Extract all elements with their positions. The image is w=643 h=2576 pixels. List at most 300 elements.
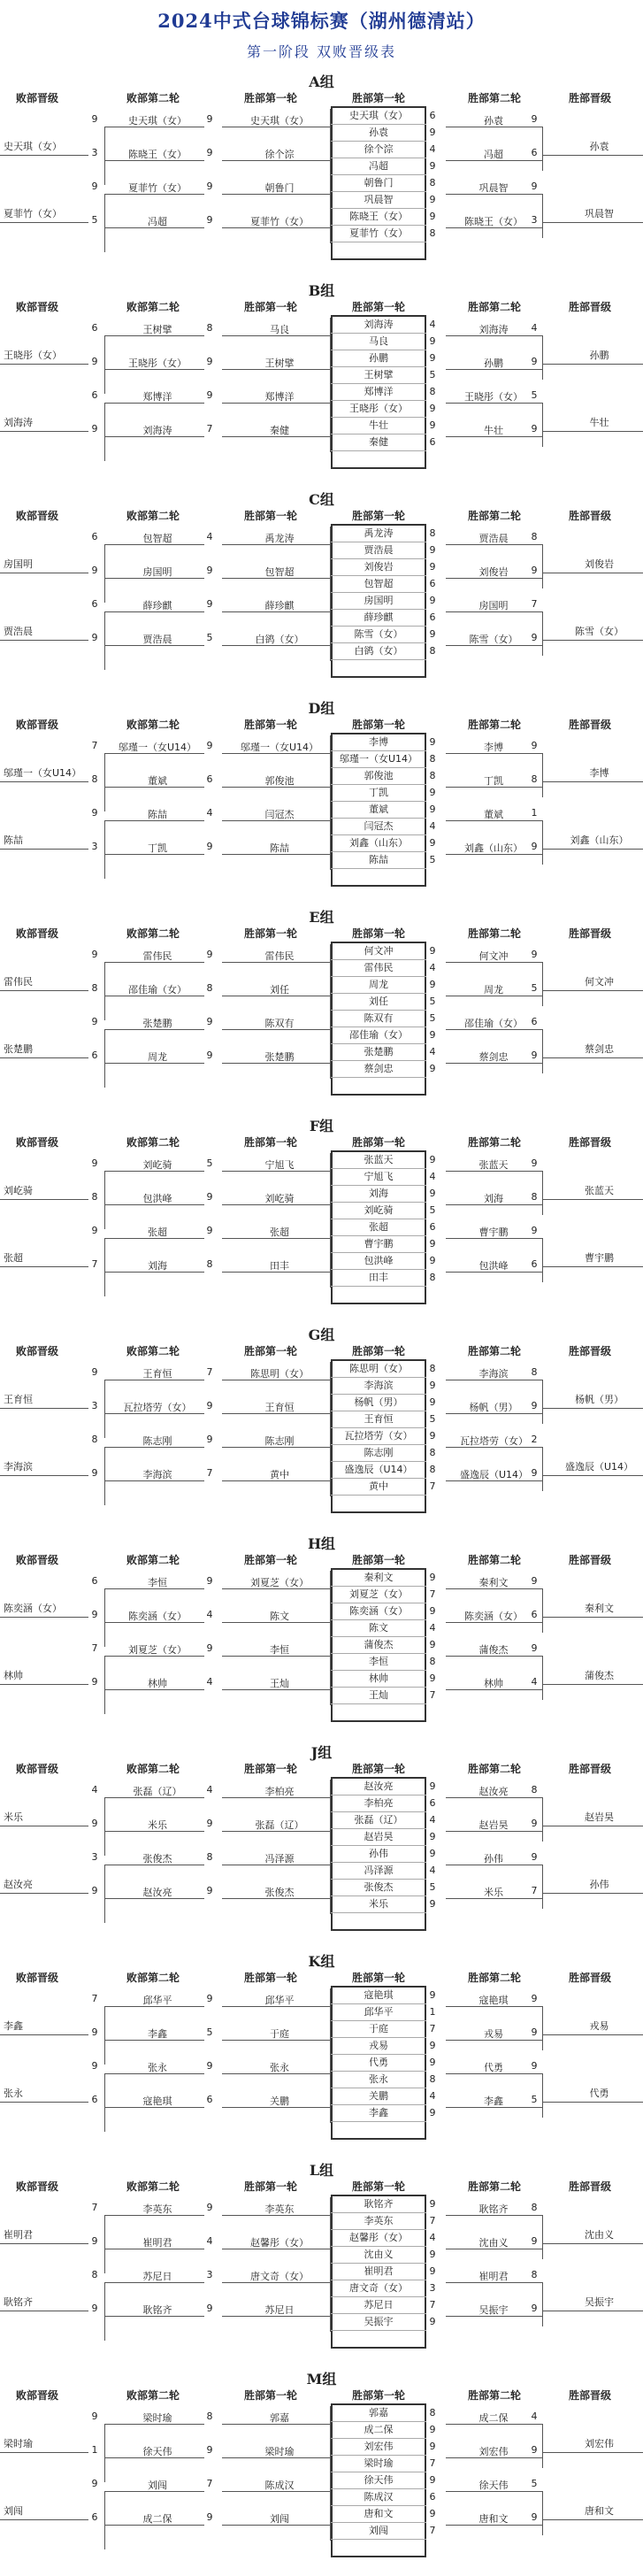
- column-header-right-r2: 胜部第二轮: [467, 1972, 521, 1984]
- loser-r1-score: 5: [206, 632, 213, 643]
- center-player: 赵岩昊: [331, 1828, 426, 1846]
- center-score: 9: [429, 1605, 436, 1617]
- bracket-line: [0, 1893, 88, 1894]
- center-score: 4: [429, 820, 436, 832]
- center-score: 9: [429, 2316, 436, 2327]
- loser-r1-score: 9: [206, 1191, 213, 1203]
- bracket-line: [330, 351, 331, 385]
- bracket-line: [330, 2507, 331, 2541]
- loser-r1-score: 9: [206, 1434, 213, 1445]
- winner-r2-score: 9: [531, 181, 538, 192]
- winner-r2-player: 贾浩晨: [478, 533, 509, 544]
- loser-r1-player: 冯泽源: [264, 1853, 295, 1865]
- winner-r2-score: 6: [531, 1016, 538, 1027]
- center-score: 9: [429, 804, 436, 815]
- column-header-left-r1: 胜部第一轮: [243, 1136, 297, 1149]
- bracket-line: [222, 2457, 330, 2458]
- loser-r1-player: 刘屹骑: [264, 1193, 295, 1204]
- group-7: [0, 1533, 643, 1741]
- center-player: 夏菲竹（女）: [331, 225, 426, 242]
- loser-r2-score: 8: [91, 2269, 98, 2280]
- loser-r2-score: 7: [91, 1258, 98, 1270]
- group-10: [0, 2159, 643, 2367]
- bracket-line: [330, 1638, 331, 1672]
- bracket-line: [542, 820, 543, 865]
- bracket-line: [542, 2006, 543, 2050]
- loser-r2-player: 包洪峰: [142, 1193, 172, 1204]
- loser-r2-player: 张超: [148, 1226, 167, 1238]
- center-score: 9: [429, 1255, 436, 1266]
- column-header-left-r2: 败部第二轮: [126, 2180, 180, 2193]
- center-score: 9: [429, 1188, 436, 1199]
- bracket-line: [104, 1029, 105, 1088]
- center-score: 4: [429, 1814, 436, 1826]
- loser-r2-score: 9: [91, 1225, 98, 1236]
- bracket-line: [0, 1475, 88, 1476]
- center-player: 丁凯: [331, 784, 426, 802]
- bracket-line: [446, 787, 543, 788]
- winner-r2-player: 巩晨智: [478, 182, 509, 194]
- center-player: 郑博洋: [331, 383, 426, 401]
- bracket-line: [446, 2107, 543, 2108]
- center-player: 徐个淙: [331, 141, 426, 158]
- loser-r1-score: 4: [206, 1609, 213, 1620]
- winner-r2-player: 冯超: [484, 149, 503, 160]
- loser-r1-player: 马良: [270, 324, 289, 335]
- bracket-line: [330, 385, 331, 419]
- center-score: 9: [429, 2508, 436, 2519]
- column-header-left-r2: 败部第二轮: [126, 1345, 180, 1357]
- winner-r2-score: 7: [531, 1885, 538, 1896]
- loser-r1-score: 9: [206, 1400, 213, 1411]
- center-score: 9: [429, 979, 436, 990]
- winner-qualifier: 戎易: [589, 2020, 609, 2032]
- column-header-center: 胜部第一轮: [351, 927, 405, 940]
- bracket-line: [542, 335, 543, 380]
- bracket-line: [446, 1029, 543, 1030]
- loser-r1-player: 赵馨彤（女）: [250, 2237, 309, 2249]
- bracket-line: [104, 611, 204, 612]
- winner-qualifier: 蒲俊杰: [585, 1670, 614, 1681]
- center-score: 8: [429, 770, 436, 781]
- center-score: 9: [429, 2040, 436, 2051]
- loser-r1-score: 8: [206, 322, 213, 334]
- bracket-line: [104, 854, 204, 855]
- center-score: 8: [429, 177, 436, 188]
- bracket-line: [0, 1408, 88, 1409]
- loser-r2-player: 李英东: [142, 2203, 172, 2215]
- bracket-line: [330, 210, 331, 243]
- bracket-line: [446, 1898, 543, 1899]
- bracket-line: [542, 753, 543, 797]
- bracket-line: [0, 781, 88, 782]
- bracket-line: [330, 1463, 331, 1496]
- loser-r2-player: 张俊杰: [142, 1853, 172, 1865]
- bracket-line: [330, 769, 331, 803]
- bracket-line: [104, 1029, 204, 1030]
- group-name: F组: [309, 1118, 334, 1134]
- bracket-line: [330, 2406, 331, 2440]
- loser-r1-player: 刘任: [270, 984, 289, 996]
- bracket-line: [330, 142, 331, 176]
- winner-r2-score: 9: [531, 2026, 538, 2038]
- bracket-line: [222, 160, 330, 161]
- loser-r2-player: 刘屹骑: [142, 1159, 172, 1171]
- winner-qualifier: 吴振宇: [585, 2296, 614, 2308]
- winner-r2-player: 赵汝亮: [478, 1786, 509, 1797]
- center-player: 赵汝亮: [331, 1778, 426, 1796]
- group-name: J组: [310, 1744, 333, 1761]
- bracket-line: [446, 369, 543, 370]
- loser-r2-player: 郑博洋: [142, 391, 172, 403]
- bracket-line: [104, 227, 204, 228]
- center-player: 王育恒: [331, 1411, 426, 1428]
- loser-r2-player: 米乐: [148, 1819, 167, 1831]
- bracket-line: [446, 753, 543, 754]
- bracket-line: [222, 2424, 330, 2425]
- bracket-line: [104, 753, 204, 754]
- bracket-line: [104, 1447, 105, 1505]
- bracket-line: [330, 944, 331, 978]
- center-player: 薛珍麒: [331, 609, 426, 627]
- column-header-left-r2: 败部第二轮: [126, 1136, 180, 1149]
- bracket-line: [330, 2022, 331, 2056]
- bracket-line: [330, 1254, 331, 1288]
- bracket-line: [104, 2316, 204, 2317]
- center-score: 8: [429, 1464, 436, 1475]
- loser-qualifier: 张永: [4, 2088, 23, 2099]
- bracket-line: [104, 1480, 204, 1481]
- center-score: 9: [429, 2424, 436, 2435]
- bracket-line: [222, 1480, 330, 1481]
- center-score: 7: [429, 2023, 436, 2034]
- column-header-center: 胜部第一轮: [351, 719, 405, 731]
- loser-r2-score: 8: [91, 773, 98, 785]
- winner-r2-player: 孙袁: [484, 115, 503, 127]
- loser-qualifier: 李鑫: [4, 2020, 23, 2032]
- group-name: E组: [309, 909, 334, 926]
- bracket-line: [104, 1413, 204, 1414]
- winner-r2-player: 王晓彤（女）: [464, 391, 523, 403]
- center-player: 张超: [331, 1219, 426, 1236]
- loser-r1-player: 秦健: [270, 425, 289, 436]
- center-player: 王晓彤（女）: [331, 400, 426, 418]
- center-player: 张俊杰: [331, 1879, 426, 1896]
- bracket-line: [330, 109, 331, 142]
- column-header-left-r1: 胜部第一轮: [243, 1345, 297, 1357]
- loser-r2-score: 9: [91, 2235, 98, 2247]
- bracket-line: [104, 1797, 105, 1856]
- winner-r2-score: 6: [531, 1609, 538, 1620]
- loser-r1-score: 6: [206, 773, 213, 785]
- center-score: 7: [429, 2525, 436, 2536]
- winner-r2-score: 9: [531, 565, 538, 576]
- bracket-line: [330, 627, 331, 661]
- bracket-line: [330, 2231, 331, 2265]
- bracket-line: [542, 2073, 543, 2118]
- bracket-line: [104, 2215, 204, 2216]
- bracket-line: [446, 160, 543, 161]
- bracket-line: [542, 544, 543, 588]
- center-score: 9: [429, 160, 436, 172]
- bracket-line: [104, 2424, 105, 2482]
- loser-r1-score: 9: [206, 2060, 213, 2072]
- bracket-line: [222, 1898, 330, 1899]
- center-player: 关鹏: [331, 2088, 426, 2105]
- bracket-line: [543, 1475, 643, 1476]
- bracket-line: [0, 1199, 88, 1200]
- center-score: 9: [429, 837, 436, 849]
- bracket-line: [104, 2491, 105, 2549]
- loser-r2-score: 3: [91, 1851, 98, 1863]
- bracket-line: [330, 2056, 331, 2089]
- loser-r1-score: 9: [206, 1016, 213, 1027]
- group-4: [0, 906, 643, 1114]
- center-score: 9: [429, 1848, 436, 1859]
- center-score: 4: [429, 2232, 436, 2243]
- winner-r2-score: 5: [531, 982, 538, 994]
- center-score: 9: [429, 403, 436, 414]
- winner-r2-score: 4: [531, 2411, 538, 2422]
- loser-r1-score: 9: [206, 2444, 213, 2456]
- bracket-line: [330, 1571, 331, 1604]
- loser-qualifier: 陈奕涵（女）: [4, 1603, 62, 1614]
- winner-r2-player: 崔明君: [478, 2271, 509, 2282]
- bracket-line: [330, 527, 331, 560]
- bracket-line: [104, 1204, 204, 1205]
- loser-r1-score: 9: [206, 740, 213, 751]
- bracket-line: [542, 1238, 543, 1282]
- bracket-line: [104, 578, 204, 579]
- winner-r2-score: 8: [531, 2202, 538, 2213]
- bracket-line: [446, 962, 543, 963]
- bracket-line: [446, 194, 543, 195]
- center-player: 冯泽源: [331, 1862, 426, 1880]
- winner-r2-player: 刘海: [484, 1193, 503, 1204]
- bracket-line: [104, 1447, 204, 1448]
- loser-r2-player: 史天琪（女）: [128, 115, 187, 127]
- bracket-line: [0, 1266, 88, 1267]
- center-player: 刘鑫（山东）: [331, 834, 426, 852]
- bracket-line: [104, 1656, 105, 1714]
- column-header-right-r2: 胜部第二轮: [467, 301, 521, 313]
- bracket-line: [330, 803, 331, 836]
- loser-qualifier: 刘海涛: [4, 417, 33, 428]
- column-header-left-r1: 胜部第一轮: [243, 301, 297, 313]
- bracket-line: [104, 335, 204, 336]
- bracket-line: [330, 318, 331, 351]
- bracket-line: [446, 854, 543, 855]
- group-name: D组: [308, 700, 335, 717]
- column-header-right-r2: 胜部第二轮: [467, 1136, 521, 1149]
- column-header-right-qual: 胜部晋级: [568, 2180, 611, 2193]
- winner-r2-player: 瓦拉塔劳（女）: [460, 1435, 528, 1447]
- center-player: 成二保: [331, 2421, 426, 2439]
- bracket-line: [446, 2457, 543, 2458]
- bracket-line: [543, 781, 643, 782]
- winner-qualifier: 陈雪（女）: [575, 626, 624, 637]
- bracket-line: [104, 2282, 105, 2341]
- column-header-right-qual: 胜部晋级: [568, 510, 611, 522]
- bracket-line: [446, 1689, 543, 1690]
- column-header-left-r2: 败部第二轮: [126, 1763, 180, 1775]
- bracket-line: [104, 1171, 105, 1229]
- column-header-right-qual: 胜部晋级: [568, 927, 611, 940]
- bracket-line: [542, 194, 543, 238]
- center-score: 5: [429, 1413, 436, 1425]
- center-player: 李鑫: [331, 2104, 426, 2122]
- loser-r2-player: 刘海涛: [142, 425, 172, 436]
- center-score: 6: [429, 611, 436, 623]
- bracket-line: [104, 160, 204, 161]
- loser-r2-player: 刘夏芝（女）: [128, 1644, 187, 1656]
- center-player: 刘宏伟: [331, 2438, 426, 2456]
- center-player: 雷伟民: [331, 959, 426, 977]
- bracket-line: [222, 1413, 330, 1414]
- winner-r2-score: 9: [531, 1818, 538, 1829]
- loser-r1-score: 9: [206, 389, 213, 401]
- bracket-line: [104, 611, 105, 670]
- bracket-line: [446, 2040, 543, 2041]
- loser-r2-player: 丁凯: [148, 842, 167, 854]
- winner-qualifier: 杨帆（男）: [575, 1394, 624, 1405]
- loser-qualifier: 林帅: [4, 1670, 23, 1681]
- winner-r2-player: 刘鑫（山东）: [464, 842, 523, 854]
- bracket-line: [222, 1204, 330, 1205]
- center-score: 9: [429, 1238, 436, 1250]
- bracket-line: [446, 2282, 543, 2283]
- bracket-line: [222, 753, 330, 754]
- bracket-line: [330, 1813, 331, 1847]
- center-player: 刘任: [331, 993, 426, 1011]
- bracket-line: [222, 854, 330, 855]
- column-header-left-r2: 败部第二轮: [126, 1554, 180, 1566]
- loser-r1-score: 9: [206, 1225, 213, 1236]
- winner-r2-player: 李鑫: [484, 2095, 503, 2107]
- center-player: 刘海涛: [331, 316, 426, 334]
- loser-r1-player: 郑博洋: [264, 391, 295, 403]
- winner-r2-score: 9: [531, 1157, 538, 1169]
- loser-r1-score: 9: [206, 2202, 213, 2213]
- loser-r1-player: 薛珍麒: [264, 600, 295, 611]
- center-score: 9: [429, 2474, 436, 2486]
- winner-r2-score: 8: [531, 773, 538, 785]
- bracket-line: [104, 2040, 204, 2041]
- center-player: 张永: [331, 2071, 426, 2088]
- loser-r1-score: 4: [206, 1784, 213, 1796]
- center-player: 孙伟: [331, 1845, 426, 1863]
- bracket-line: [222, 2040, 330, 2041]
- loser-r2-player: 张楚鹏: [142, 1018, 172, 1029]
- bracket-line: [222, 820, 330, 821]
- center-score: 9: [429, 1063, 436, 1074]
- center-player: 黄中: [331, 1478, 426, 1496]
- loser-r1-player: 陈喆: [270, 842, 289, 854]
- bracket-line: [446, 1797, 543, 1798]
- winner-qualifier: 曹宇鹏: [585, 1252, 614, 1264]
- loser-r1-player: 李英东: [264, 2203, 295, 2215]
- bracket-line: [330, 2265, 331, 2298]
- loser-r1-score: 8: [206, 982, 213, 994]
- bracket-line: [104, 1898, 204, 1899]
- loser-r1-player: 刘夏芝（女）: [250, 1577, 309, 1588]
- group-5: [0, 1115, 643, 1323]
- loser-qualifier: 米乐: [4, 1811, 23, 1823]
- bracket-line: [222, 2316, 330, 2317]
- center-player: 代勇: [331, 2054, 426, 2072]
- bracket-line: [104, 1865, 105, 1923]
- center-player: 田丰: [331, 1269, 426, 1287]
- loser-r2-player: 刘海: [148, 1260, 167, 1272]
- center-score: 9: [429, 1380, 436, 1391]
- center-player: 房国明: [331, 592, 426, 610]
- winner-r2-score: 5: [531, 389, 538, 401]
- bracket-line: [104, 2006, 204, 2007]
- loser-r1-player: 闫冠杰: [264, 809, 295, 820]
- column-header-center: 胜部第一轮: [351, 92, 405, 104]
- loser-qualifier: 李海滨: [4, 1461, 33, 1473]
- winner-r2-score: 9: [531, 632, 538, 643]
- loser-r2-player: 贾浩晨: [142, 634, 172, 645]
- loser-r1-score: 9: [206, 1050, 213, 1061]
- center-player: 林帅: [331, 1670, 426, 1688]
- loser-qualifier: 耿铭齐: [4, 2296, 33, 2308]
- loser-r2-score: 6: [91, 389, 98, 401]
- center-score: 9: [429, 1639, 436, 1650]
- loser-r1-score: 9: [206, 147, 213, 158]
- center-score: 9: [429, 1989, 436, 2001]
- bracket-line: [446, 578, 543, 579]
- center-player: 刘俊岩: [331, 558, 426, 576]
- column-header-right-qual: 胜部晋级: [568, 1972, 611, 1984]
- loser-r2-score: 9: [91, 2026, 98, 2038]
- center-player: 陈志刚: [331, 1444, 426, 1462]
- center-player: 王树擘: [331, 366, 426, 384]
- bracket-line: [543, 2034, 643, 2035]
- column-header-right-qual: 胜部晋级: [568, 1136, 611, 1149]
- bracket-line: [330, 1153, 331, 1187]
- page-subtitle: 第一阶段 双败晋级表: [246, 43, 397, 60]
- bracket-line: [104, 1588, 105, 1647]
- loser-r2-score: 9: [91, 1885, 98, 1896]
- bracket-line: [446, 2215, 543, 2216]
- center-player: 徐天伟: [331, 2472, 426, 2489]
- bracket-line: [446, 2525, 543, 2526]
- column-header-center: 胜部第一轮: [351, 510, 405, 522]
- center-player: 吴振宇: [331, 2313, 426, 2331]
- center-player: 寇艳琪: [331, 1987, 426, 2004]
- loser-r2-score: 8: [91, 1434, 98, 1445]
- loser-r2-score: 8: [91, 1191, 98, 1203]
- loser-r2-player: 苏尼日: [142, 2271, 172, 2282]
- center-player: 戎易: [331, 2037, 426, 2055]
- center-player: 孙袁: [331, 124, 426, 142]
- winner-qualifier: 代勇: [589, 2088, 609, 2099]
- center-score: 6: [429, 436, 436, 448]
- bracket-line: [330, 1780, 331, 1813]
- bracket-line: [543, 155, 643, 156]
- bracket-line: [222, 1588, 330, 1589]
- winner-r2-player: 盛逸辰（U14）: [460, 1469, 529, 1480]
- center-player: 苏尼日: [331, 2296, 426, 2314]
- bracket-line: [446, 1413, 543, 1414]
- center-score: 4: [429, 1865, 436, 1876]
- center-score: 1: [429, 2006, 436, 2018]
- bracket-line: [446, 1171, 543, 1172]
- center-score: 9: [429, 2249, 436, 2260]
- bracket-line: [446, 1622, 543, 1623]
- loser-r1-player: 夏菲竹（女）: [250, 216, 309, 227]
